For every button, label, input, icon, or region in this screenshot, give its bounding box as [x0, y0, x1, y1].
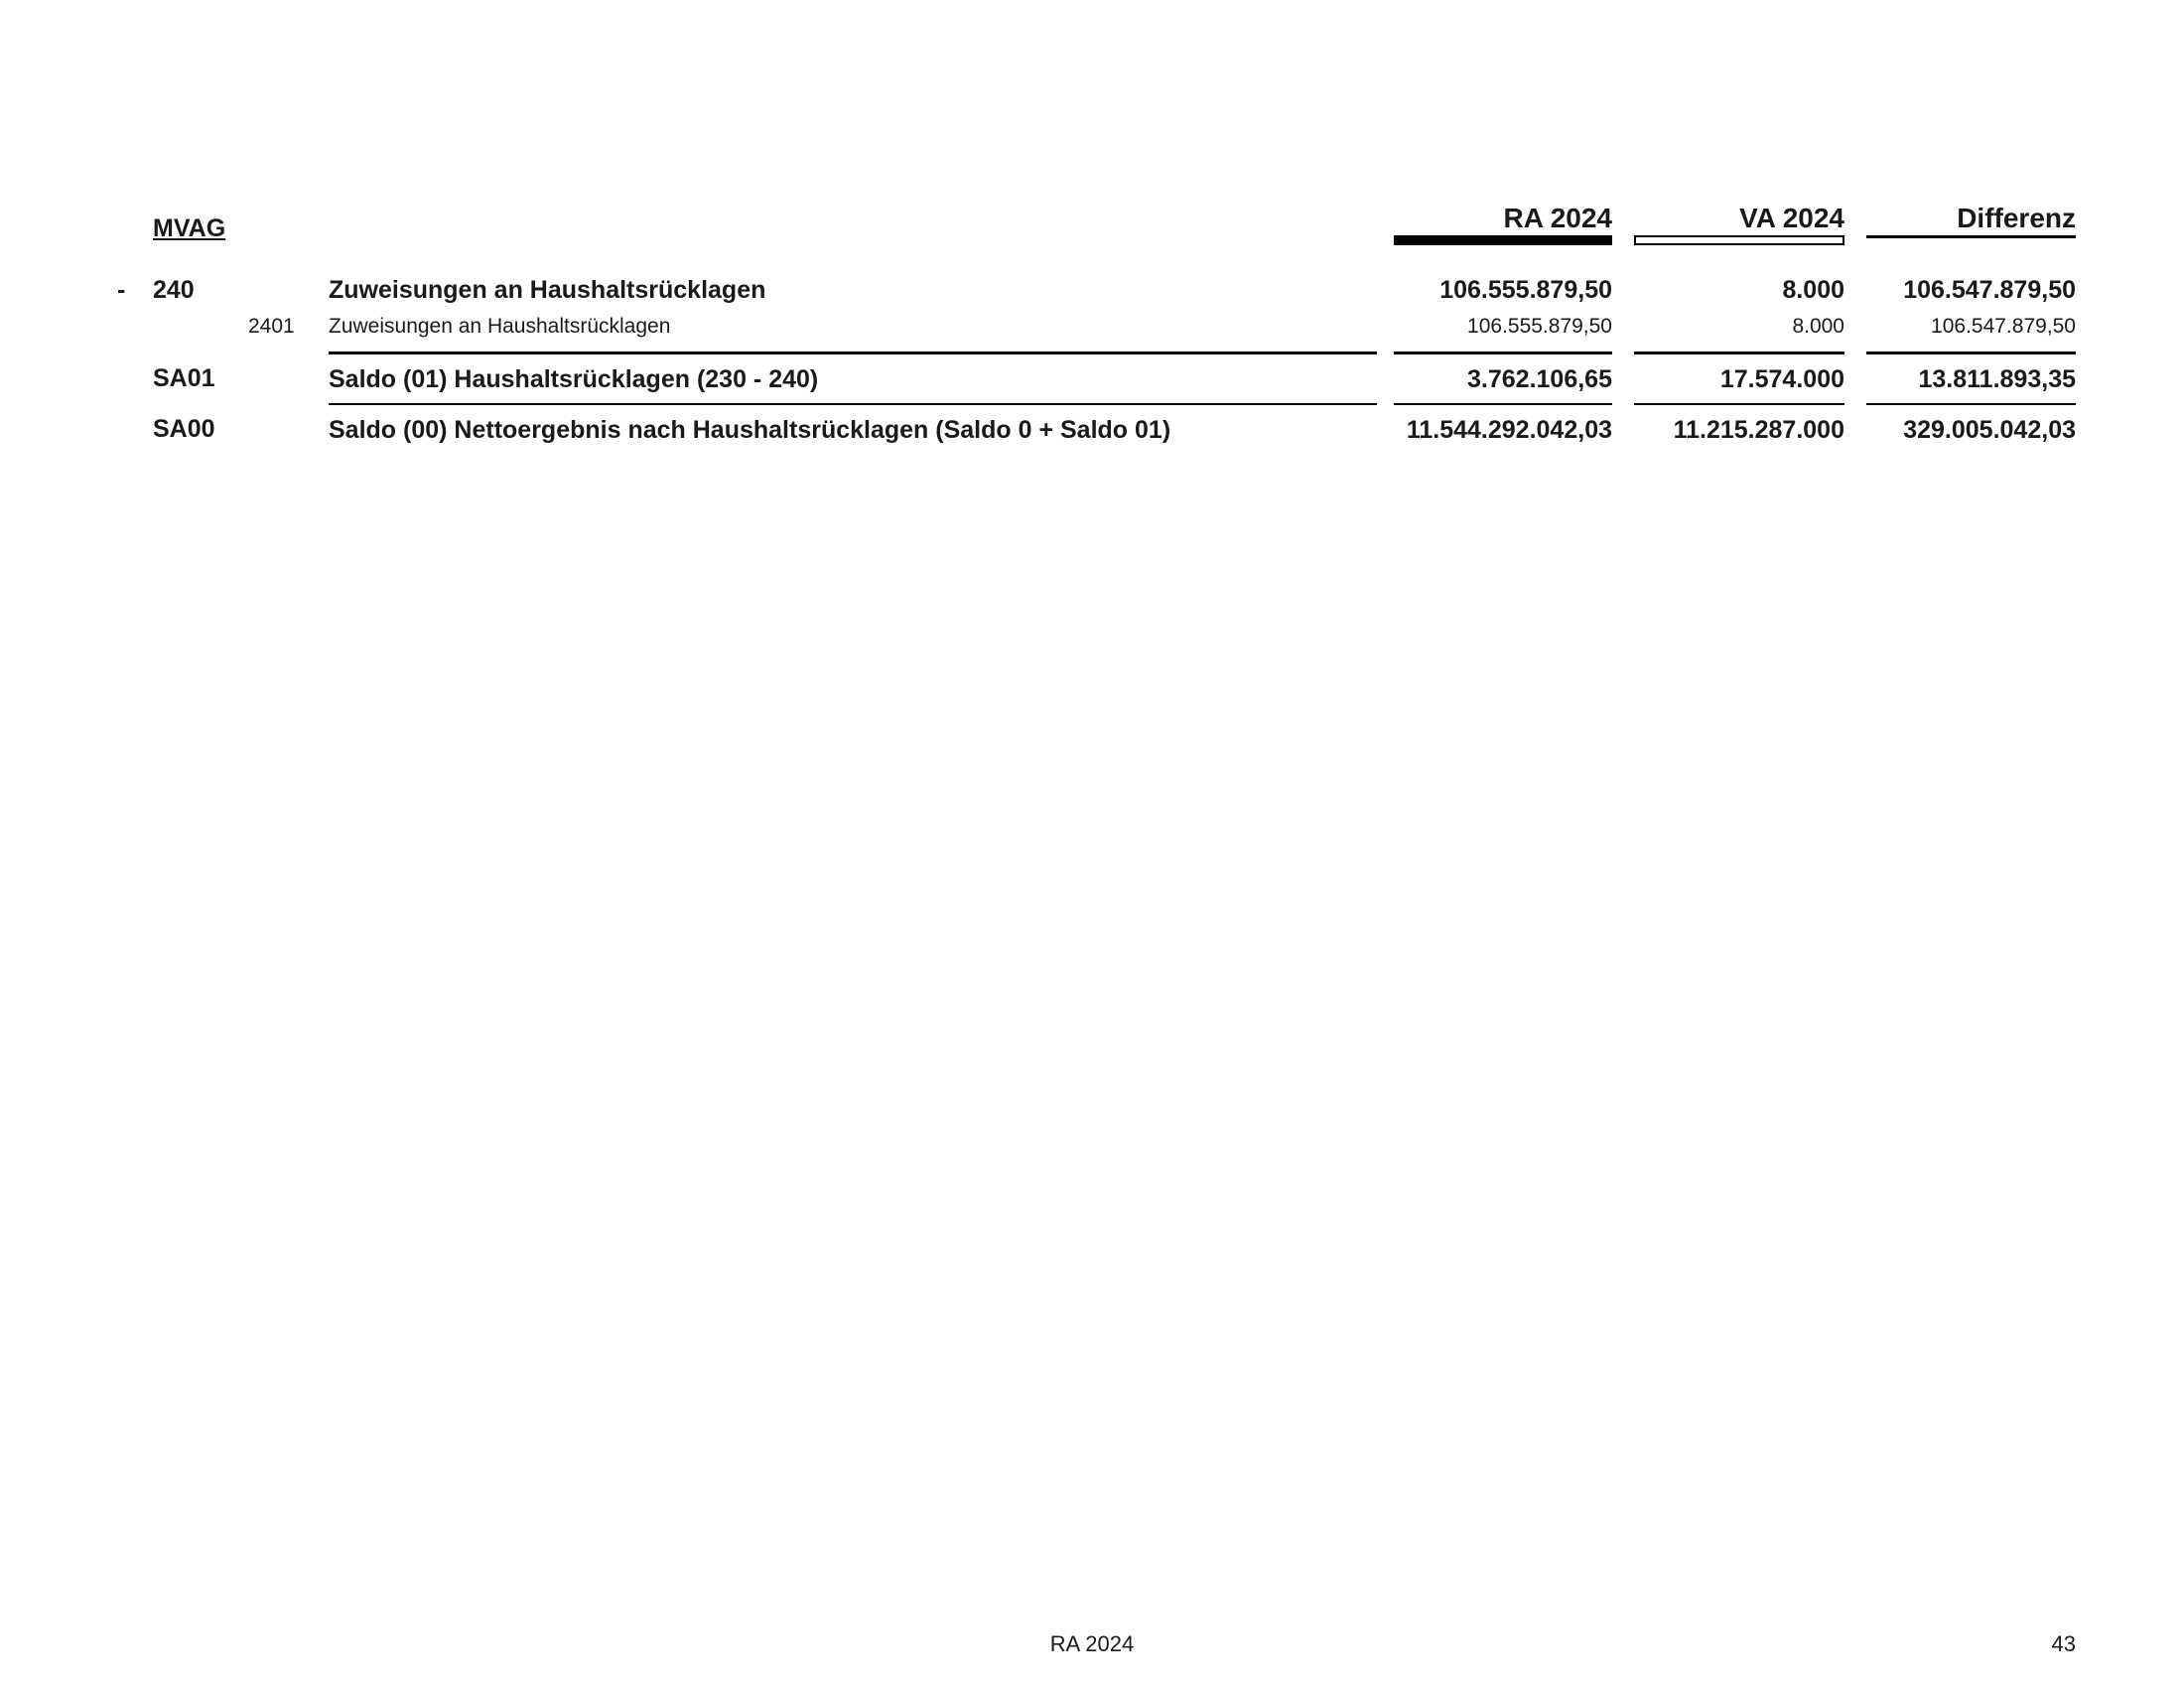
column-header-va-2024: VA 2024 [1739, 203, 1844, 233]
row-sign: - [117, 276, 126, 304]
row-value-diff: 106.547.879,50 [1903, 276, 2076, 304]
row-label: Saldo (00) Nettoergebnis nach Haushaltsrücklagen (Saldo 0 + Saldo 01) [329, 416, 1171, 444]
page-number: 43 [2051, 1631, 2076, 1656]
row-code: 240 [153, 276, 195, 304]
va-column-marker-bar [1634, 235, 1844, 245]
row-value-diff: 329.005.042,03 [1903, 416, 2076, 444]
ra-column-marker-bar [1394, 235, 1612, 245]
row-label: Zuweisungen an Haushaltsrücklagen [329, 315, 671, 338]
rule-label-sa01 [329, 352, 1377, 354]
row-value-ra: 3.762.106,65 [1467, 365, 1612, 393]
rule-label-sa00 [329, 403, 1377, 405]
row-value-va: 8.000 [1782, 276, 1844, 304]
rule-diff-sa01 [1866, 352, 2076, 354]
rule-ra-sa01 [1394, 352, 1612, 354]
row-value-va: 17.574.000 [1719, 365, 1844, 393]
rule-va-sa01 [1634, 352, 1844, 354]
rule-diff-sa00 [1866, 403, 2076, 405]
row-value-ra: 11.544.292.042,03 [1406, 416, 1612, 444]
row-value-ra: 106.555.879,50 [1439, 276, 1612, 304]
row-value-ra: 106.555.879,50 [1467, 315, 1612, 338]
rule-ra-sa00 [1394, 403, 1612, 405]
column-header-ra-2024: RA 2024 [1503, 203, 1612, 233]
row-label: Zuweisungen an Haushaltsrücklagen [329, 276, 766, 304]
mvag-header: MVAG [153, 214, 226, 242]
row-value-va: 11.215.287.000 [1673, 416, 1844, 444]
row-value-va: 8.000 [1792, 315, 1844, 338]
rule-va-sa00 [1634, 403, 1844, 405]
row-code: SA00 [153, 415, 215, 443]
row-value-diff: 13.811.893,35 [1918, 365, 2076, 393]
row-code: SA01 [153, 364, 215, 392]
footer-document-title: RA 2024 [1049, 1631, 1135, 1656]
row-value-diff: 106.547.879,50 [1931, 315, 2076, 338]
row-label: Saldo (01) Haushaltsrücklagen (230 - 240) [329, 365, 819, 393]
row-subcode: 2401 [248, 315, 295, 338]
column-header-differenz: Differenz [1957, 203, 2076, 233]
differenz-column-marker-line [1866, 235, 2076, 238]
